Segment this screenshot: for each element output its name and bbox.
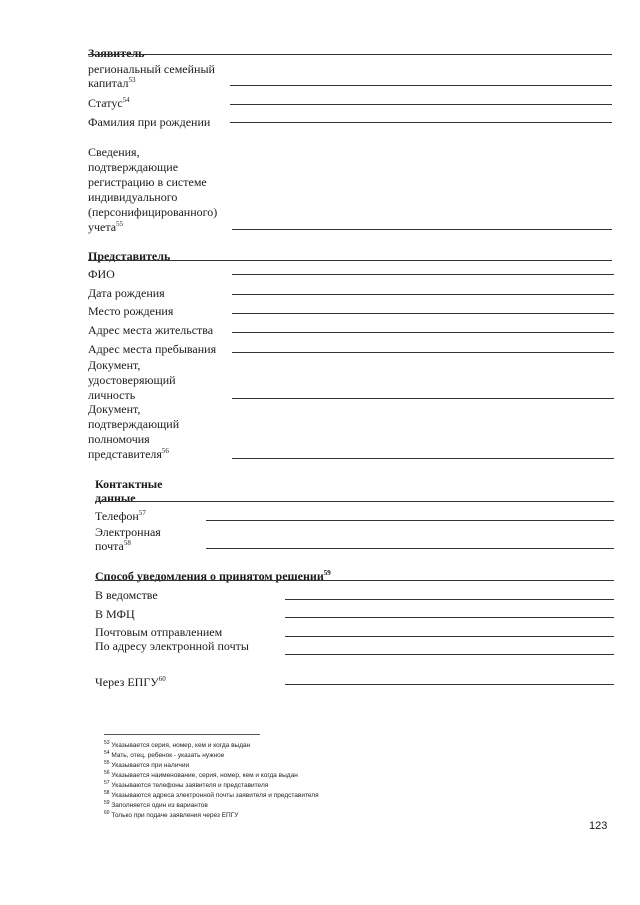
footnote-58: $^{58}$ Указываются адреса электронной почты заявителя и представителя bbox=[104, 789, 319, 799]
by-mail-field[interactable] bbox=[285, 636, 614, 637]
id-document-label: Документ, удостоверяющий личность bbox=[88, 358, 176, 402]
via-epgu-field[interactable] bbox=[285, 684, 614, 685]
by-mail-label: Почтовым отправлением bbox=[95, 625, 223, 639]
representative-heading: Представитель bbox=[88, 249, 171, 263]
in-agency-label: В ведомстве bbox=[95, 588, 158, 602]
contacts-heading-rule bbox=[95, 501, 614, 502]
id-document-field[interactable] bbox=[232, 398, 614, 399]
footnote-56: $^{56}$ Указывается наименование, серия, номер, кем и когда выдан bbox=[104, 769, 298, 779]
birth-date-label: Дата рождения bbox=[88, 286, 165, 300]
birth-date-field[interactable] bbox=[232, 294, 614, 295]
footnote-separator bbox=[104, 734, 260, 735]
representative-name-label: ФИО bbox=[88, 267, 115, 281]
by-email-field[interactable] bbox=[285, 654, 614, 655]
representative-name-field[interactable] bbox=[232, 274, 614, 275]
stay-address-label: Адрес места пребывания bbox=[88, 342, 217, 356]
email-field[interactable] bbox=[206, 548, 614, 549]
footnote-59: $^{59}$ Заполняется один из вариантов bbox=[104, 799, 208, 809]
page-number: 123 bbox=[589, 820, 608, 832]
footnote-57: $^{57}$ Указываются телефоны заявителя и представителя bbox=[104, 779, 269, 789]
footnote-60: $^{60}$ Только при подаче заявления через ЕПГУ bbox=[104, 809, 239, 819]
registration-info-label: Сведения, подтверждающие регистрацию в системе индивидуального (персонифицированного) учета$^{55}$ bbox=[88, 145, 218, 234]
residence-address-field[interactable] bbox=[232, 332, 614, 333]
family-capital-label: региональный семейный капитал$^{53}$ bbox=[88, 62, 215, 90]
in-mfc-field[interactable] bbox=[285, 617, 614, 618]
applicant-heading-rule bbox=[88, 54, 612, 55]
applicant-heading: Заявитель bbox=[88, 46, 145, 60]
email-label: Электронная почта$^{58}$ bbox=[95, 525, 161, 553]
contacts-heading: Контактные данные bbox=[95, 477, 163, 505]
stay-address-field[interactable] bbox=[232, 352, 614, 353]
authority-document-label: Документ, подтверждающий полномочия представителя$^{56}$ bbox=[88, 402, 180, 461]
registration-info-field[interactable] bbox=[232, 229, 612, 230]
in-agency-field[interactable] bbox=[285, 599, 614, 600]
footnote-53: $^{53}$ Указывается серия, номер, кем и когда выдан bbox=[104, 739, 251, 749]
status-label: Статус$^{54}$ bbox=[88, 96, 130, 110]
by-email-label: По адресу электронной почты bbox=[95, 639, 249, 653]
phone-label: Телефон$^{57}$ bbox=[95, 509, 146, 523]
representative-heading-rule bbox=[88, 260, 612, 261]
birth-surname-label: Фамилия при рождении bbox=[88, 115, 211, 129]
notification-heading: Способ уведомления о принятом решении$^{59}$ bbox=[95, 569, 331, 583]
family-capital-field[interactable] bbox=[230, 85, 612, 86]
authority-document-field[interactable] bbox=[232, 458, 614, 459]
status-field[interactable] bbox=[230, 104, 612, 105]
in-mfc-label: В МФЦ bbox=[95, 607, 135, 621]
footnote-55: $^{55}$ Указывается при наличии bbox=[104, 759, 190, 769]
phone-field[interactable] bbox=[206, 520, 614, 521]
notification-heading-rule bbox=[95, 580, 614, 581]
birth-place-label: Место рождения bbox=[88, 304, 174, 318]
residence-address-label: Адрес места жительства bbox=[88, 323, 214, 337]
via-epgu-label: Через ЕПГУ$^{60}$ bbox=[95, 675, 166, 689]
birth-place-field[interactable] bbox=[232, 313, 614, 314]
footnote-54: $^{54}$ Мать, отец, ребенок - указать нужное bbox=[104, 749, 225, 759]
birth-surname-field[interactable] bbox=[230, 122, 612, 123]
